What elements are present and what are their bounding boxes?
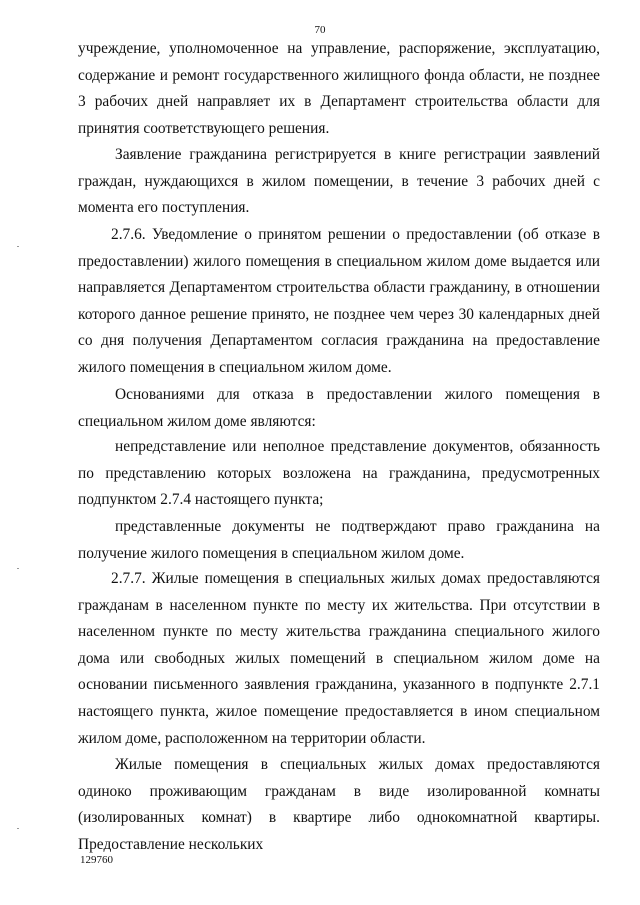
paragraph-living-quarters: Жилые помещения в специальных жилых домах предоставляются одиноко проживающим гражданам в виде изолированной комнаты (изолированных комнат) в квартире либо однокомнатной квартиры. Предоставление нескольких [78,756,600,853]
paragraph-refusal-reason-2: представленные документы не подтверждают право гражданина на получение жилого помещения в специальном жилом доме. [78,518,600,562]
scan-edge-mark [17,568,19,569]
paragraph-2-7-7: 2.7.7. Жилые помещения в специальных жилых домах предоставляются гражданам в населенном пункте по месту их жительства. При отсутствии в населенном пункте по месту жительства гражданина специального жилого дома или свободных жилых помещений в специальном жилом доме на основании письменного заявления гражданина, указанного в подпункте 2.7.1 настоящего пункта, жилое помещение предоставляется в ином специальном жилом доме, расположенном на территории области. [78,570,600,747]
paragraph-application-registration: Заявление гражданина регистрируется в книге регистрации заявлений граждан, нуждающихся в жилом помещении, в течение 3 рабочих дней с момента его поступления. [78,146,600,217]
document-id: 129760 [80,854,113,866]
scan-edge-mark [17,246,19,247]
page-number: 70 [314,24,326,36]
paragraph-refusal-reason-1: непредставление или неполное представление документов, обязанность по представлению которых возложена на гражданина, предусмотренных подпунктом 2.7.4 настоящего пункта; [78,438,600,509]
paragraph-continuation: учреждение, уполномоченное на управление, распоряжение, эксплуатацию, содержание и ремонт государственного жилищного фонда области, не позднее 3 рабочих дней направляет их в Департамент строительства области для принятия соответствующего решения. [78,40,600,137]
scan-edge-mark [17,828,19,829]
paragraph-2-7-6: 2.7.6. Уведомление о принятом решении о предоставлении (об отказе в предоставлении) жилого помещения в специальном жилом доме выдается или направляется Департаментом строительства области гражданину, в отношении которого данное решение принято, не позднее чем через 30 календарных дней со дня получения Департаментом согласия гражданина на предоставление жилого помещения в специальном жилом доме. [78,226,600,376]
paragraph-refusal-grounds: Основаниями для отказа в предоставлении жилого помещения в специальном жилом доме являются: [78,386,600,430]
